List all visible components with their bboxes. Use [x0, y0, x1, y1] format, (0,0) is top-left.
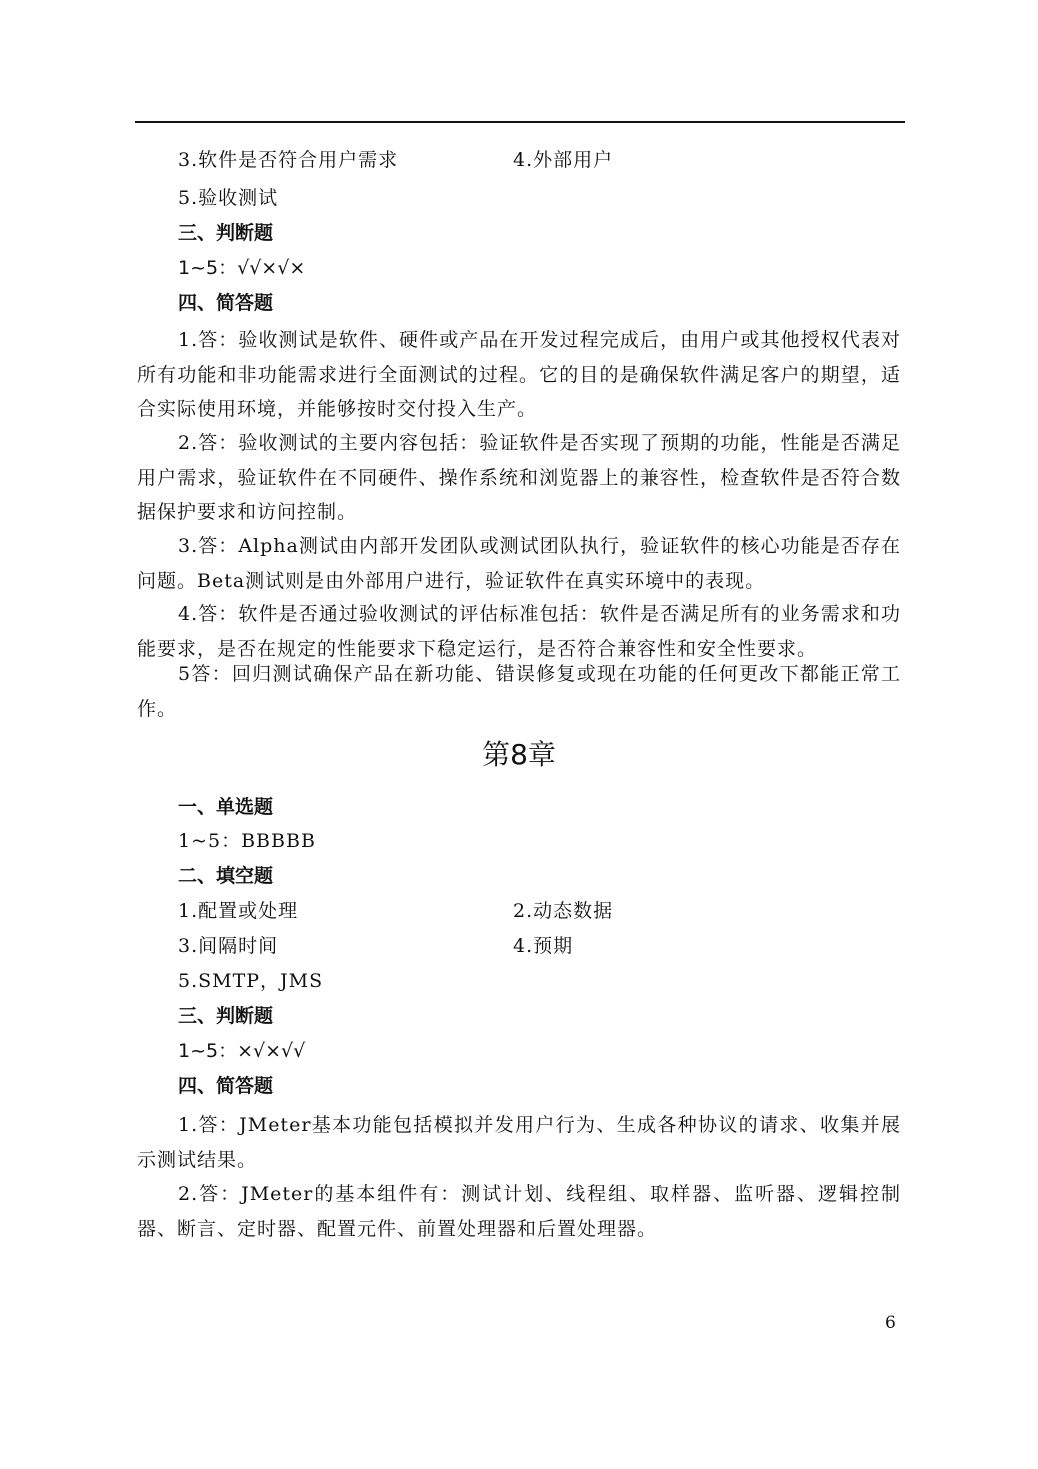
fill-answer-5: 5.SMTP，JMS: [178, 970, 324, 992]
fill-answer-5: 5.验收测试: [178, 187, 279, 209]
page-number: 6: [885, 1313, 896, 1333]
short-answer-2: 2.答：JMeter的基本组件有：测试计划、线程组、取样器、监听器、逻辑控制器、断言、定时器、配置元件、前置处理器和后置处理器。: [137, 1183, 901, 1240]
short-answer-heading: 四、简答题: [178, 292, 274, 314]
header-rule: [135, 121, 905, 123]
fill-answer-3: 3.间隔时间: [178, 935, 279, 957]
fill-answer-2: 2.动态数据: [513, 900, 614, 922]
fill-answer-4: 4.外部用户: [513, 149, 614, 171]
short-answer-4: 4.答：软件是否通过验收测试的评估标准包括：软件是否满足所有的业务需求和功能要求，是否在规定的性能要求下稳定运行，是否符合兼容性和安全性要求。: [137, 603, 901, 660]
chapter-title: 第8章: [482, 738, 556, 771]
judge-answer: 1~5：√√×√×: [178, 257, 306, 279]
single-choice-heading: 一、单选题: [178, 796, 274, 818]
short-answer-1: 1.答：验收测试是软件、硬件或产品在开发过程完成后，由用户或其他授权代表对所有功能和非功能需求进行全面测试的过程。它的目的是确保软件满足客户的期望，适合实际使用环境，并能够按时交付投入生产。: [137, 329, 901, 420]
short-answer-3: 3.答：Alpha测试由内部开发团队或测试团队执行，验证软件的核心功能是否存在问题。Beta测试则是由外部用户进行，验证软件在真实环境中的表现。: [137, 535, 901, 592]
fill-answer-1: 1.配置或处理: [178, 900, 299, 922]
single-choice-answer: 1~5：BBBBB: [178, 830, 316, 852]
judge-heading: 三、判断题: [178, 222, 274, 244]
short-answer-heading: 四、简答题: [178, 1075, 274, 1097]
fill-answer-3: 3.软件是否符合用户需求: [178, 149, 399, 171]
short-answer-5: 5答：回归测试确保产品在新功能、错误修复或现在功能的任何更改下都能正常工作。: [137, 663, 901, 720]
fill-answer-4: 4.预期: [513, 935, 574, 957]
short-answer-2: 2.答：验收测试的主要内容包括：验证软件是否实现了预期的功能，性能是否满足用户需求，验证软件在不同硬件、操作系统和浏览器上的兼容性，检查软件是否符合数据保护要求和访问控制。: [137, 432, 901, 523]
fill-blank-heading: 二、填空题: [178, 865, 274, 887]
judge-answer: 1~5：×√×√√: [178, 1040, 306, 1062]
judge-heading: 三、判断题: [178, 1005, 274, 1027]
short-answer-1: 1.答：JMeter基本功能包括模拟并发用户行为、生成各种协议的请求、收集并展示测试结果。: [137, 1114, 901, 1171]
